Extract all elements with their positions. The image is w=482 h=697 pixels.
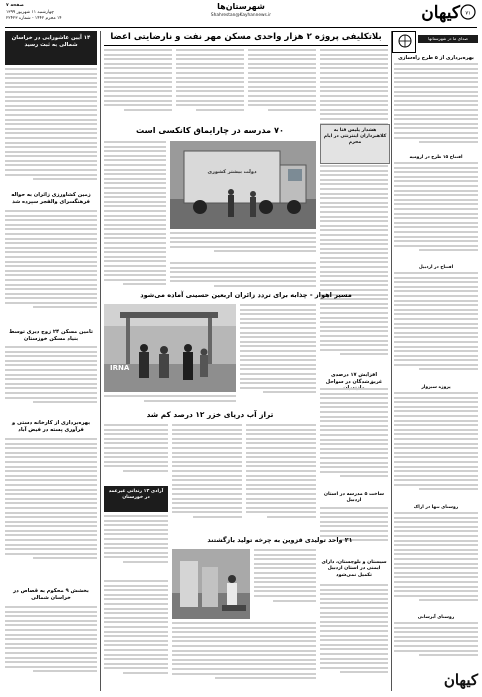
- globe-icon: [395, 32, 415, 50]
- police-box-title: هشدار پلیس فتا به کلاهبرداران اینترنتی در ایام محرم: [323, 128, 387, 146]
- left-top-box: [5, 31, 97, 65]
- left-text-3: [5, 346, 97, 416]
- right-headline-last: روستای آبرسانی: [417, 615, 455, 620]
- caspian-headline: تراز آب دریای خزر ۱۲ درصد کم شد: [146, 410, 274, 419]
- page-number: صفحه ۷: [6, 3, 24, 8]
- schools-text-below: [170, 262, 316, 292]
- left-story4-headline: بهره‌برداری از کارخانه دستی و فرآوری پسته در فیض آباد: [11, 420, 91, 433]
- left-text-4: [5, 438, 97, 578]
- truck-text: دولت بیشتر کشوری: [207, 169, 257, 175]
- right-subhead-arak: روستای تنها در اراک: [413, 505, 459, 510]
- police-text: [320, 165, 388, 365]
- drowning-headline: افزایش ۱۷ درصدی غریق‌شدگان در سواحل: [325, 372, 383, 385]
- dam-text: [320, 584, 388, 688]
- right-text-5: [394, 512, 478, 612]
- right-box-title: صدای ما در شهرستانها: [418, 35, 478, 43]
- left-text-1: [5, 68, 97, 188]
- svg-text:۷۱: ۷۱: [465, 10, 471, 17]
- factory-photo-image: [172, 549, 250, 619]
- left-box-headline: ۱۴ آیین عاشورایی در خراسان شمالی به ثبت رسید: [11, 35, 91, 49]
- prison-text: [104, 515, 168, 575]
- divider-right: [391, 31, 392, 691]
- ahvaz-text-col-b: [104, 395, 236, 409]
- right-column: [394, 31, 478, 691]
- ahvaz-text-col-a: [240, 304, 316, 404]
- lead-text-col-b: [248, 49, 316, 119]
- irna-watermark: IRNA: [110, 364, 130, 372]
- caspian-text-a: [246, 424, 316, 534]
- photo-pilgrims: [104, 304, 236, 392]
- right-subhead-sabzevar: پروژه سبزوار: [421, 385, 451, 390]
- right-text-2: [394, 162, 478, 262]
- right-text-4: [394, 392, 478, 502]
- right-text-3: [394, 272, 478, 382]
- schools-headline: ۷۰ مدرسه در چارایماق کانکسی است: [136, 125, 284, 135]
- qazvin-text-b: [172, 622, 316, 688]
- right-text-1: [394, 63, 478, 153]
- left-bottom-headline: بخشش ۹ محکوم به قصاص در خراسان شمالی: [13, 588, 89, 601]
- prison-text-b: [104, 580, 168, 688]
- kayhan-logo: [416, 3, 476, 23]
- caspian-text-b: [172, 424, 242, 534]
- lead-text-col-d: [104, 49, 172, 121]
- police-box: [320, 124, 390, 164]
- left-text-2: [5, 210, 97, 320]
- pilgrims-photo-image: [104, 304, 236, 392]
- caspian-text-c: [104, 424, 168, 484]
- students-headline: ساخت ۵ مدرسه در استان اردبیل: [323, 492, 385, 504]
- left-story2-headline: زمین کشاورزی زائران به حواله فرهنگسرای والفجر سپرده شد: [11, 192, 91, 205]
- photo-truck: [170, 141, 316, 229]
- divider-left: [100, 31, 101, 691]
- right-headline-1: بهره‌برداری از ۵ طرح راه‌سازی: [398, 55, 474, 61]
- left-text-5: [5, 606, 97, 688]
- masthead: [0, 0, 482, 28]
- masthead-email: Shahrestan@Kayhannews.ir: [210, 13, 272, 18]
- footer-logo: کیهان: [443, 671, 478, 689]
- photo-factory: [172, 549, 250, 619]
- kayhan-logo-text: کیهان: [421, 3, 460, 23]
- left-story3-headline: تامین مسکن ۲۴ زوج دیری توسط بنیاد مسکن خوزستان: [9, 329, 93, 342]
- qazvin-text-a: [254, 549, 316, 609]
- date-line-2: ۱۴ محرم ۱۴۴۲ - شماره ۲۲۴۲۳: [6, 16, 62, 21]
- prison-box: [104, 486, 168, 512]
- dam-headline: سیستان و بلوچستان، دارای ایمنی در استان اردبیل تکمیل نمی‌شود: [321, 560, 387, 578]
- right-box-emblem: [392, 31, 416, 53]
- lead-text-col-c: [176, 49, 244, 121]
- drowning-text: [320, 388, 388, 488]
- right-subhead-ardabil: افتتاح در اردبیل: [418, 265, 454, 270]
- masthead-rule: [5, 27, 477, 28]
- right-subhead-urmia: افتتاح ۱۵ طرح در ارومیه: [409, 155, 463, 160]
- ahvaz-headline: مسیر اهواز - چذابه برای تردد زائران اربعین حسینی آماده می‌شود: [140, 291, 352, 299]
- students-text: [320, 507, 388, 553]
- date-line-1: چهارشنبه ۱۱ شهریور ۱۳۹۹: [6, 10, 54, 15]
- right-text-6: [394, 622, 478, 668]
- prison-box-text: آزادی ۱۳ زندانی غیرعمد در خوزستان: [108, 489, 164, 501]
- truck-photo-image: [170, 141, 316, 229]
- section-title: شهرستان‌ها: [217, 2, 265, 11]
- lead-headline: بلاتکلیفی پروژه ۲ هزار واحدی مسکن مهر نفت و نارضایتی اعضا: [110, 32, 382, 42]
- schools-text-col: [104, 141, 166, 291]
- photo-truck-caption: [170, 232, 316, 260]
- qazvin-headline: ۲۱ واحد تولیدی قزوین به چرخه تولید بازگشتند: [207, 536, 353, 544]
- lead-underline: [104, 45, 388, 46]
